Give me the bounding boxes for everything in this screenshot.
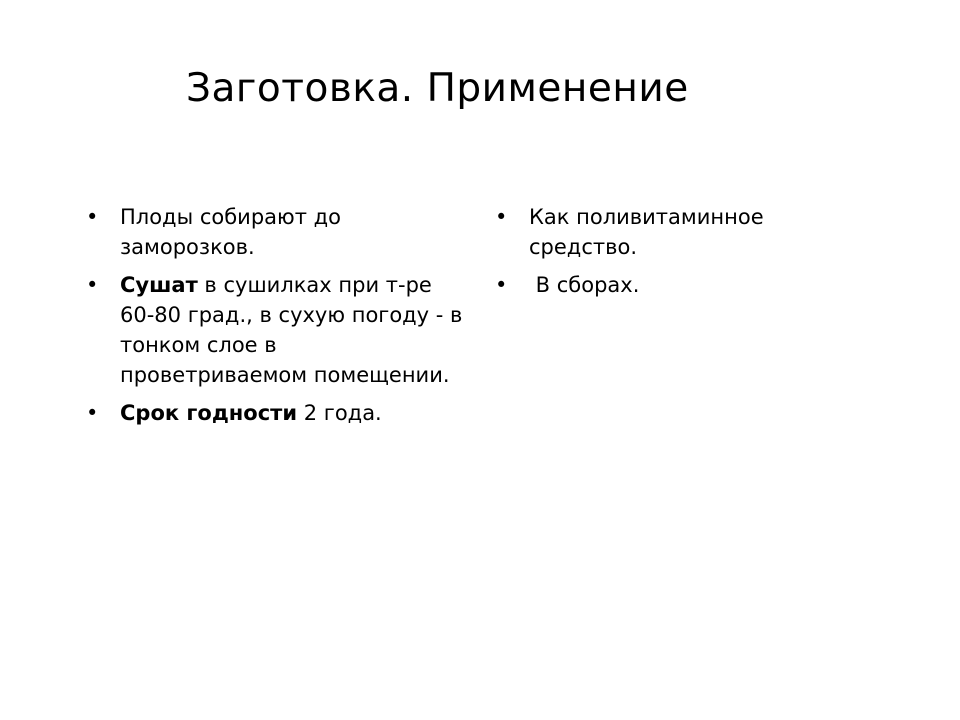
right-bullet-list	[495, 202, 855, 308]
list-item	[495, 202, 855, 262]
bullet-icon: •	[86, 401, 99, 425]
list-item	[495, 270, 855, 300]
list-item	[86, 202, 466, 262]
bullet-icon: •	[86, 205, 99, 229]
item-text: в сушилках при т-ре 60-80 град., в сухую погоду - в тонком слое в проветриваемом помещении.	[120, 273, 463, 387]
item-text: 2 года.	[297, 401, 382, 425]
item-text: Плоды собирают до заморозков.	[120, 205, 341, 259]
item-bold-text: Срок годности	[120, 401, 298, 425]
slide-title: Заготовка. Применение	[186, 66, 689, 111]
list-item	[86, 398, 466, 428]
bullet-icon: •	[495, 273, 508, 297]
item-bold-text: Сушат	[120, 273, 198, 297]
item-text: Как поливитаминное средство.	[529, 205, 764, 259]
left-bullet-list	[86, 202, 466, 436]
list-item	[86, 270, 466, 390]
bullet-icon: •	[86, 273, 99, 297]
bullet-icon: •	[495, 205, 508, 229]
item-text: В сборах.	[529, 273, 640, 297]
